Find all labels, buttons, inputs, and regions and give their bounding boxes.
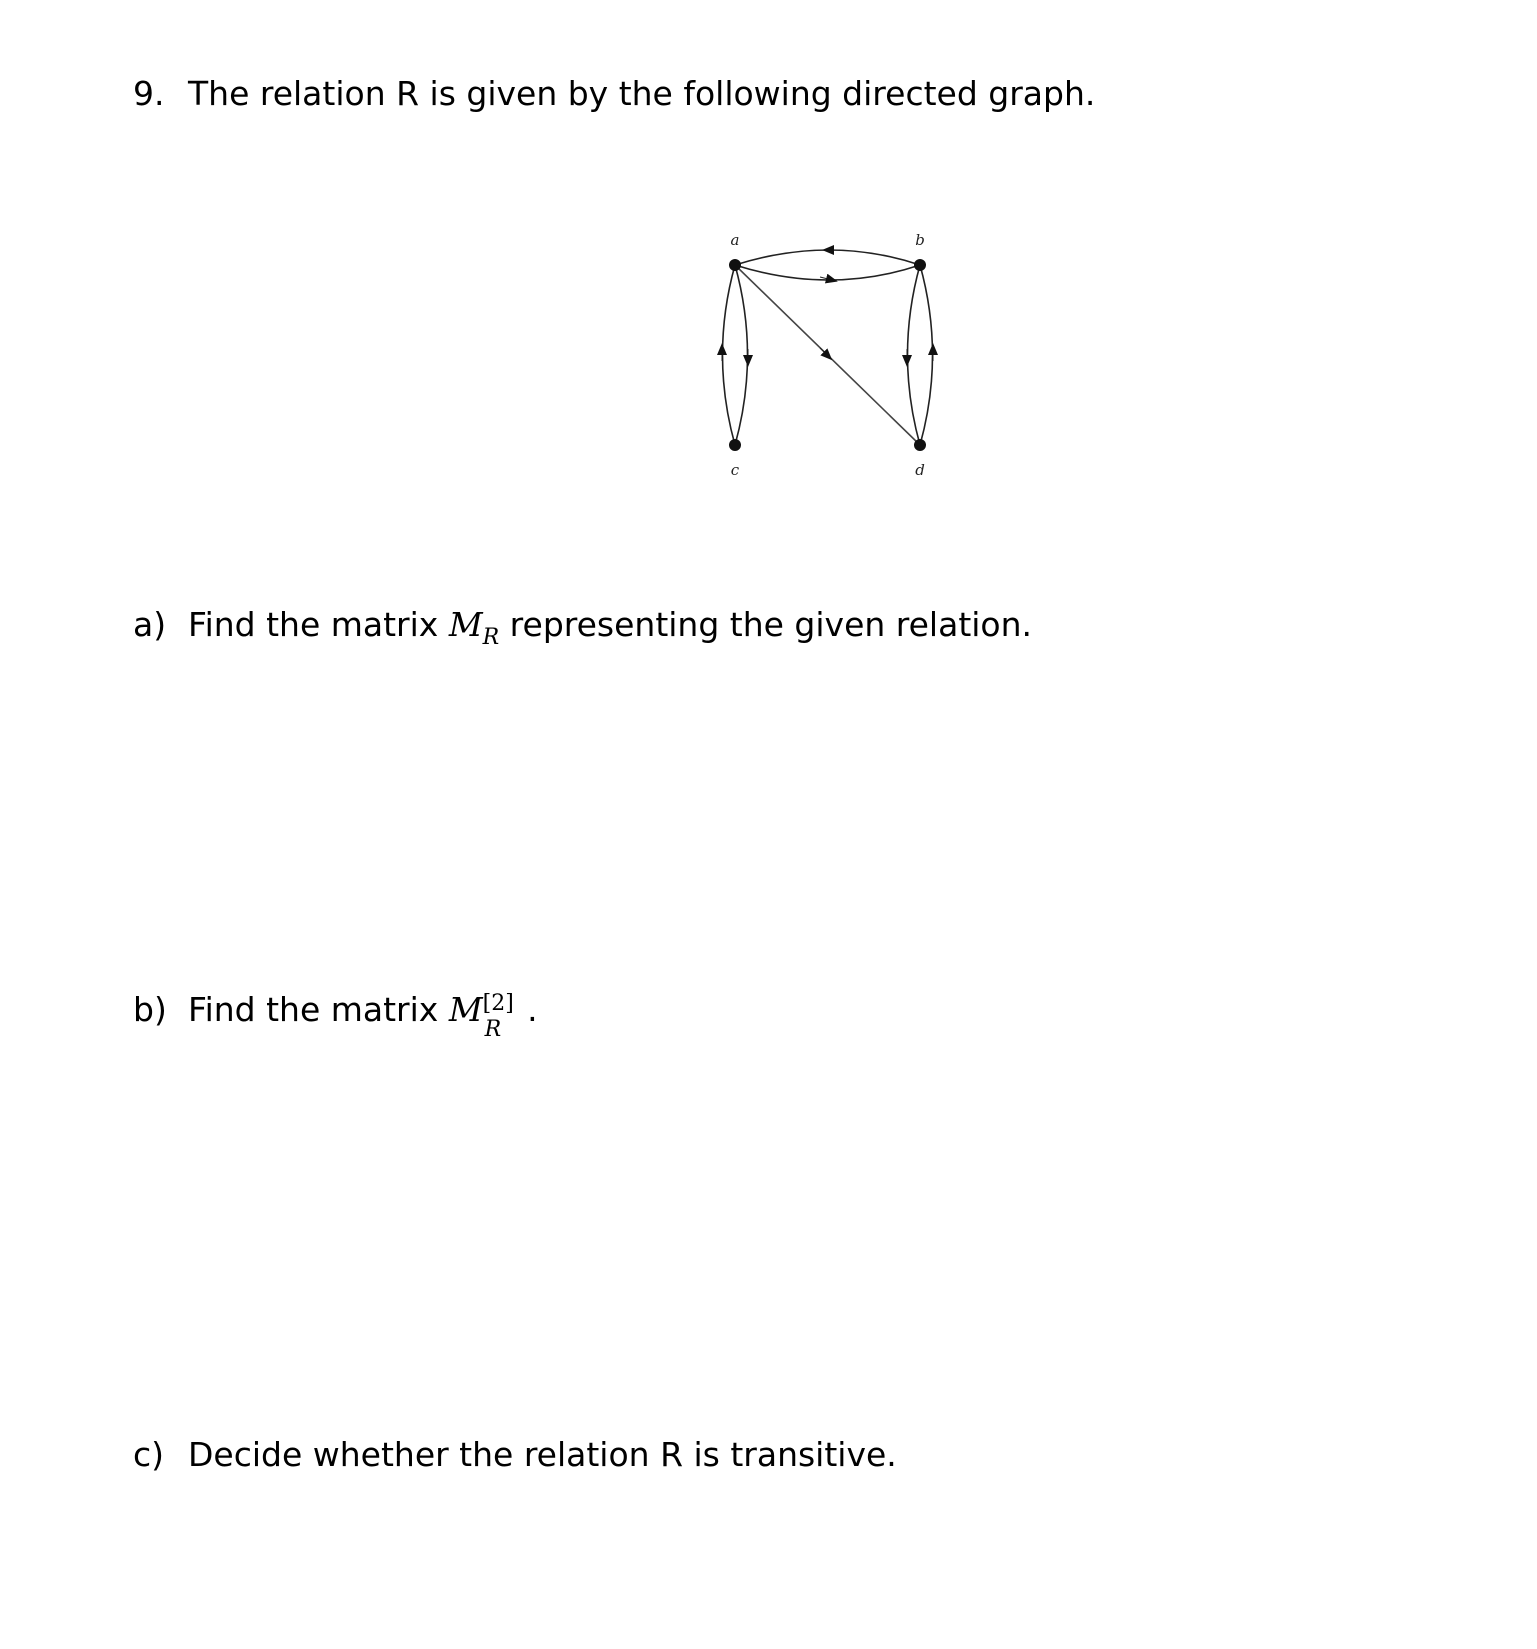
vertex-label-c: c <box>730 461 740 479</box>
part-a-marker: a) <box>133 605 167 644</box>
edge-c-to-a <box>723 265 736 445</box>
edge-a-to-b <box>735 265 920 280</box>
part-b-text-after: . <box>516 990 538 1029</box>
vertex-label-d: d <box>915 461 925 479</box>
vertex-d <box>914 439 926 451</box>
matrix-superscript-2: [2] <box>482 991 514 1016</box>
part-b <box>133 990 538 1042</box>
part-b-marker: b) <box>133 990 167 1029</box>
directed-graph-figure <box>700 225 960 505</box>
vertex-b <box>914 259 926 271</box>
edge-b-to-d <box>908 265 921 445</box>
question-title <box>133 74 1095 114</box>
question-text: The relation R is given by the following directed graph. <box>188 74 1096 113</box>
vertex-label-a: a <box>730 231 740 249</box>
edge-b-to-a <box>735 250 920 265</box>
vertex-a <box>729 259 741 271</box>
edge-a-to-c <box>735 265 748 445</box>
vertex-c <box>729 439 741 451</box>
part-c <box>133 1435 897 1475</box>
vertex-label-b: b <box>915 231 925 249</box>
part-a-text-after: representing the given relation. <box>499 605 1033 644</box>
part-c-marker: c) <box>133 1435 165 1474</box>
matrix-symbol-m-squared: M <box>448 990 483 1029</box>
arrow-a-to-d <box>820 348 828 356</box>
question-number: 9. <box>133 74 165 113</box>
edge-d-to-b <box>920 265 933 445</box>
part-a <box>133 605 1032 650</box>
part-b-text-before: Find the matrix <box>188 990 449 1029</box>
part-a-text-before: Find the matrix <box>188 605 449 644</box>
part-c-text: Decide whether the relation R is transitive. <box>188 1435 897 1474</box>
matrix-subscript-r: R <box>482 625 500 650</box>
matrix-subscript-r-b: R <box>484 1017 502 1042</box>
matrix-symbol-m: M <box>448 605 483 644</box>
matrix-script <box>482 990 517 1042</box>
